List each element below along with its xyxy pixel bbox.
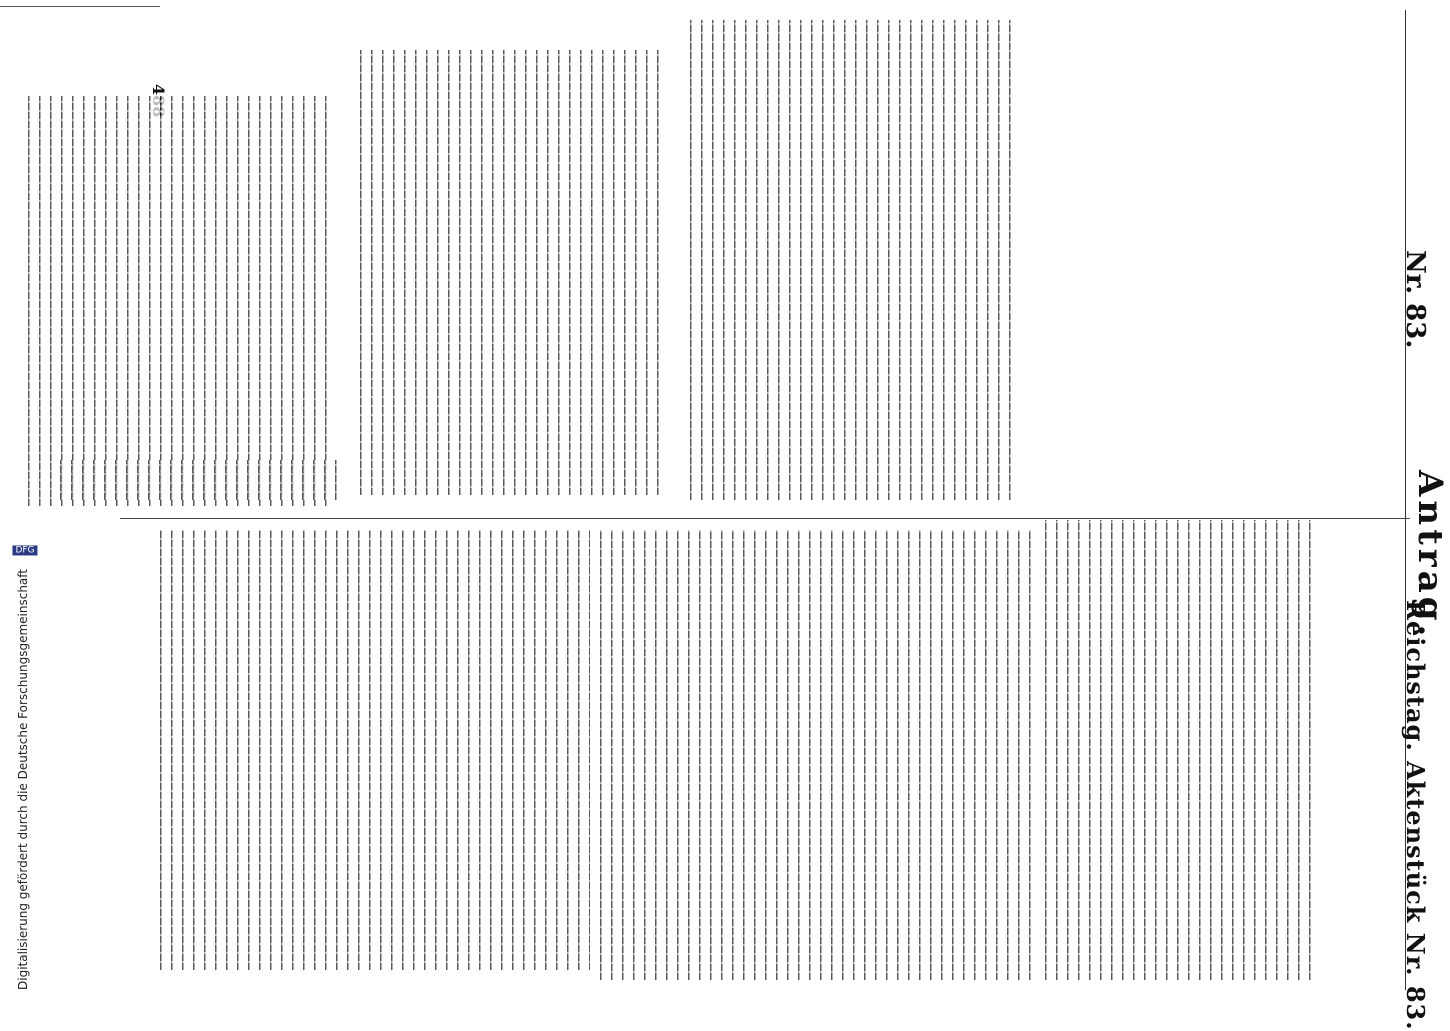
text-column-motion-body <box>28 96 328 506</box>
digitization-note <box>15 538 35 990</box>
half-divider-rule <box>120 518 1410 519</box>
text-column-signatories <box>360 50 660 495</box>
dfg-logo: DFG <box>12 545 37 555</box>
running-head: Reichstag. Aktenstück Nr. 83. <box>1401 600 1430 1031</box>
text-column-names-lower-edge <box>1045 520 1315 980</box>
text-column-supporters <box>690 20 1020 500</box>
document-title: Antrag. <box>1410 470 1450 641</box>
scan-edge-mark <box>0 6 160 7</box>
document-number: Nr. 83. <box>1400 250 1430 349</box>
text-column-names-lower-right <box>600 530 1040 980</box>
digitization-note-text: Digitalisierung gefördert durch die Deutsche Forschungsgemeinschaft <box>16 568 30 990</box>
text-column-names-lower-left <box>160 530 590 970</box>
text-column-date-line <box>60 460 340 500</box>
